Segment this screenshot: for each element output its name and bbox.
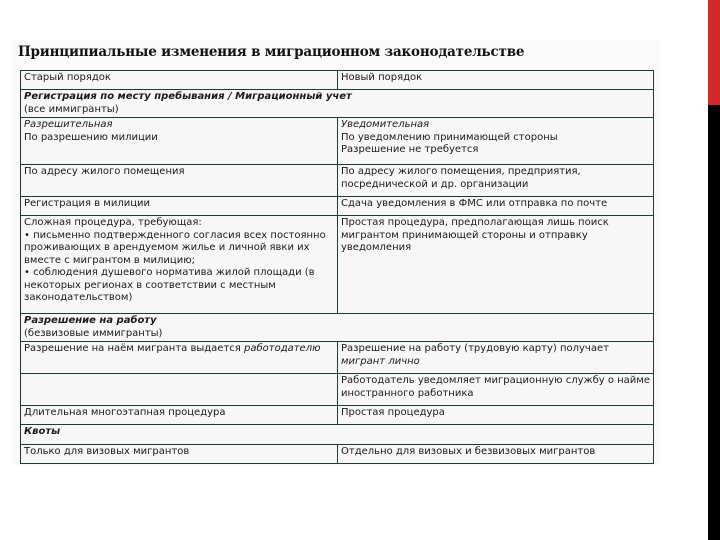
cell-italic-label: Уведомительная — [341, 119, 430, 130]
cell-text: Длительная многоэтапная процедура — [24, 407, 226, 418]
bullet-item: • письменно подтвержденного согласия всех постоянно проживающих в арендуемом жилье и личной явки их вместе с мигрантом в милицию; — [24, 229, 326, 266]
comparison-table — [20, 70, 654, 464]
cell-text: Простая процедура, предполагающая лишь поиск мигрантом принимающей стороны и отправку уведомления — [341, 217, 609, 253]
cell-italic-text: мигрант лично — [341, 355, 420, 367]
column-header-new: Новый порядок — [338, 71, 654, 90]
cell-text: Разрешение на работу (трудовую карту) получает — [341, 343, 609, 354]
section-header-registration — [21, 90, 654, 118]
section-subtitle: (все иммигранты) — [24, 103, 119, 115]
cell-new — [338, 118, 654, 165]
cell-old — [21, 197, 338, 216]
section-title: Регистрация по месту пребывания / Миграционный учет — [24, 91, 352, 102]
cell-text: По уведомлению принимающей стороны — [341, 131, 558, 143]
page-title: Принципиальные изменения в миграционном законодательстве — [18, 44, 525, 60]
cell-text: Сложная процедура, требующая: — [24, 217, 202, 228]
cell-text: Сдача уведомления в ФМС или отправка по почте — [341, 198, 608, 209]
table-row — [21, 406, 654, 425]
bullet-item: • соблюдения душевого норматива жилой площади (в некоторых регионах в соответствии с местным законодательством) — [24, 267, 315, 303]
cell-new — [338, 445, 654, 464]
table-row — [21, 374, 654, 406]
cell-new — [338, 165, 654, 197]
column-header-old: Старый порядок — [21, 71, 338, 90]
table-row — [21, 197, 654, 216]
cell-old — [21, 165, 338, 197]
cell-text: Простая процедура — [341, 407, 445, 418]
section-title: Разрешение на работу — [24, 315, 157, 326]
cell-new — [338, 216, 654, 314]
section-title: Квоты — [24, 426, 61, 437]
cell-new — [338, 197, 654, 216]
section-header-work-permit — [21, 314, 654, 342]
accent-bar-red — [708, 0, 720, 105]
cell-old — [21, 118, 338, 165]
cell-text: Разрешение не требуется — [341, 144, 479, 155]
cell-new — [338, 406, 654, 425]
table-row — [21, 445, 654, 464]
cell-old — [21, 216, 338, 314]
cell-old — [21, 406, 338, 425]
cell-text: По разрешению милиции — [24, 131, 158, 143]
cell-text: Работодатель уведомляет миграционную службу о найме иностранного работника — [341, 375, 650, 399]
section-subtitle: (безвизовые иммигранты) — [24, 327, 163, 339]
cell-text: Только для визовых мигрантов — [24, 446, 190, 457]
cell-old — [21, 342, 338, 374]
cell-text: Отдельно для визовых и безвизовых мигрантов — [341, 446, 596, 457]
table-row — [21, 118, 654, 165]
cell-text: Регистрация в милиции — [24, 198, 151, 209]
cell-text: Разрешение на наём мигранта выдается — [24, 343, 244, 354]
section-header-quotas — [21, 425, 654, 445]
cell-new — [338, 374, 654, 406]
cell-italic-label: Разрешительная — [24, 119, 113, 130]
table-row — [21, 165, 654, 197]
accent-bar-black — [708, 105, 720, 540]
cell-old — [21, 445, 338, 464]
cell-new — [338, 342, 654, 374]
table-row — [21, 216, 654, 314]
cell-text: По адресу жилого помещения, предприятия, посреднической и др. организации — [341, 166, 581, 190]
cell-old-empty — [21, 374, 338, 406]
cell-italic-text: работодателю — [243, 343, 321, 354]
cell-text: По адресу жилого помещения — [24, 166, 185, 177]
table-header-row — [21, 71, 654, 90]
table-row — [21, 342, 654, 374]
